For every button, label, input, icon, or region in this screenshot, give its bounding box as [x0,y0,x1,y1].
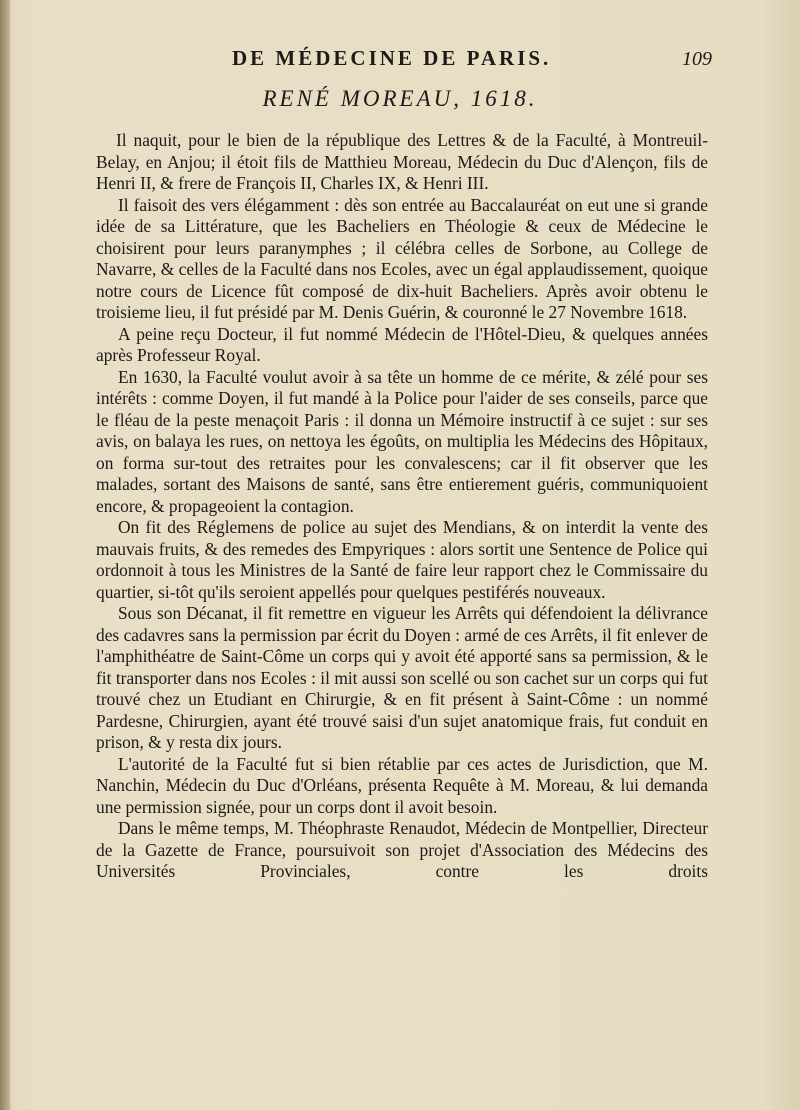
body-text [96,130,708,883]
page-number: 109 [682,48,712,70]
running-head: DE MÉDECINE DE PARIS. [232,46,552,70]
paragraph: A peine reçu Docteur, il fut nommé Médecin de l'Hôtel-Dieu, & quelques années après Professeur Royal. [96,323,708,365]
paragraph: On fit des Réglemens de police au sujet des Mendians, & on interdit la vente des mauvais fruits, & des remedes des Empyriques : alors sortit une Sentence de Police qui ordonnoit à tous les Ministres de la Santé de faire leur rapport chez le Commissaire du quartier, si-tôt qu'ils seroient appellés pour quelques pestiférés nouveaux. [96,517,708,602]
paragraph: En 1630, la Faculté voulut avoir à sa tête un homme de ce mérite, & zélé pour ses intérêts : comme Doyen, il fut mandé à la Police pour l'aider de ses conseils, parce que le fléau de la peste menaçoit Paris : il donna un Mémoire instructif à ce sujet : sur ses avis, on balaya les rues, on nettoya les égoûts, on multiplia les Médecins des Hôpitaux, on forma sur-tout des retraites pour les convalescens; car il fit observer que les malades, sortant des Maisons de santé, sans être entierement guéris, communiquoient encore, & propageoient la contagion. [96,366,708,516]
paragraph: L'autorité de la Faculté fut si bien rétablie par ces actes de Jurisdiction, que M. Nanchin, Médecin du Duc d'Orléans, présenta Requête à M. Moreau, & lui demanda une permission signée, pour un corps dont il avoit besoin. [96,753,708,817]
paragraph: Dans le même temps, M. Théophraste Renaudot, Médecin de Montpellier, Directeur de la Gazette de France, poursuivoit son projet d'Association des Médecins des Universités Provinciales, contre les droits [96,818,708,881]
page-header [0,46,800,76]
binding-edge [0,0,10,1110]
paragraph: Il naquit, pour le bien de la république des Lettres & de la Faculté, à Montreuil-Belay, en Anjou; il étoit fils de Matthieu Moreau, Médecin du Duc d'Alençon, fils de Henri II, & frere de François II, Charles IX, & Henri III. [96,130,708,193]
paragraph: Sous son Décanat, il fit remettre en vigueur les Arrêts qui défendoient la délivrance des cadavres sans la permission par écrit du Doyen : armé de ces Arrêts, il fit enlever de l'amphithéatre de Saint-Côme un corps qui y avoit été apporté sans sa permission, & le fit transporter dans nos Ecoles : il mit aussi son scellé ou son cachet sur un corps qui fut trouvé chez un Etudiant en Chirurgie, & en fit présent à Saint-Côme : un nommé Pardesne, Chirurgien, ayant été trouvé saisi d'un sujet anatomique frais, fut conduit en prison, & y resta dix jours. [96,603,708,752]
paragraph: Il faisoit des vers élégamment : dès son entrée au Baccalauréat on eut une si grande idée de sa Littérature, que les Bacheliers en Théologie & ceux de Médecine le choisirent pour leurs paranymphes ; il célébra celles de Sorbone, au College de Navarre, & celles de la Faculté dans nos Ecoles, avec un égal applaudissement, quoique notre cours de Licence fût composé de dix-huit Bacheliers. Après avoir obtenu le troisieme lieu, il fut présidé par M. Denis Guérin, & couronné le 27 Novembre 1618. [96,194,708,322]
article-title: RENÉ MOREAU, 1618. [262,86,538,111]
